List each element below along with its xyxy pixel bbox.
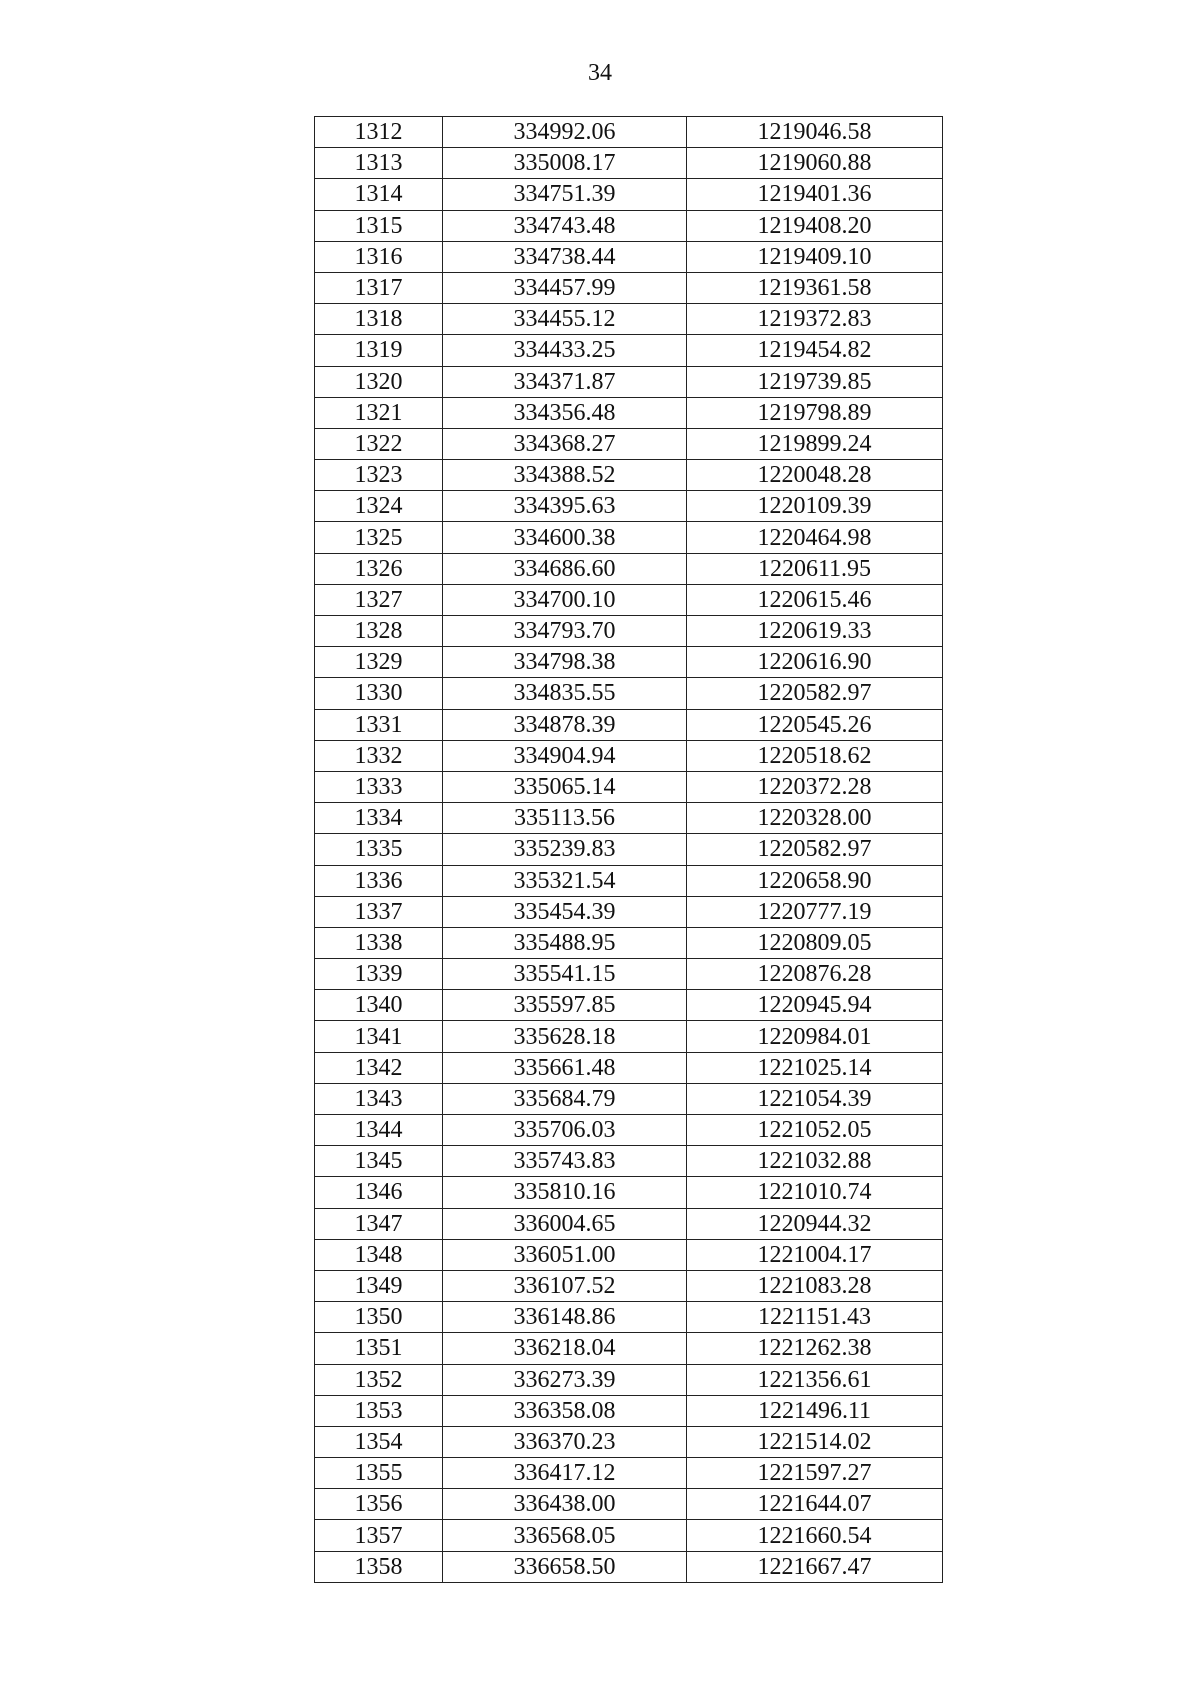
y-coordinate-cell: 1221356.61 — [687, 1364, 943, 1395]
y-coordinate-cell: 1221262.38 — [687, 1333, 943, 1364]
table-row — [315, 1177, 943, 1208]
coordinates-table-body — [315, 117, 943, 1583]
y-coordinate-cell: 1221597.27 — [687, 1458, 943, 1489]
table-row — [315, 397, 943, 428]
table-row — [315, 428, 943, 459]
table-row — [315, 1333, 943, 1364]
point-number-cell: 1342 — [315, 1052, 443, 1083]
x-coordinate-cell: 335488.95 — [443, 927, 687, 958]
table-row — [315, 1520, 943, 1551]
point-number-cell: 1319 — [315, 335, 443, 366]
y-coordinate-cell: 1219409.10 — [687, 241, 943, 272]
table-row — [315, 1052, 943, 1083]
point-number-cell: 1337 — [315, 896, 443, 927]
table-row — [315, 460, 943, 491]
point-number-cell: 1321 — [315, 397, 443, 428]
x-coordinate-cell: 334686.60 — [443, 553, 687, 584]
table-row — [315, 1426, 943, 1457]
table-row — [315, 740, 943, 771]
point-number-cell: 1320 — [315, 366, 443, 397]
x-coordinate-cell: 335684.79 — [443, 1083, 687, 1114]
point-number-cell: 1328 — [315, 616, 443, 647]
x-coordinate-cell: 334743.48 — [443, 210, 687, 241]
x-coordinate-cell: 334992.06 — [443, 117, 687, 148]
point-number-cell: 1334 — [315, 803, 443, 834]
table-row — [315, 990, 943, 1021]
x-coordinate-cell: 334751.39 — [443, 179, 687, 210]
x-coordinate-cell: 334878.39 — [443, 709, 687, 740]
table-row — [315, 522, 943, 553]
y-coordinate-cell: 1219454.82 — [687, 335, 943, 366]
x-coordinate-cell: 336568.05 — [443, 1520, 687, 1551]
point-number-cell: 1354 — [315, 1426, 443, 1457]
x-coordinate-cell: 335065.14 — [443, 771, 687, 802]
point-number-cell: 1332 — [315, 740, 443, 771]
table-row — [315, 959, 943, 990]
point-number-cell: 1327 — [315, 584, 443, 615]
y-coordinate-cell: 1221660.54 — [687, 1520, 943, 1551]
y-coordinate-cell: 1220518.62 — [687, 740, 943, 771]
point-number-cell: 1316 — [315, 241, 443, 272]
table-row — [315, 896, 943, 927]
x-coordinate-cell: 336148.86 — [443, 1302, 687, 1333]
x-coordinate-cell: 335321.54 — [443, 865, 687, 896]
y-coordinate-cell: 1220945.94 — [687, 990, 943, 1021]
point-number-cell: 1352 — [315, 1364, 443, 1395]
x-coordinate-cell: 336358.08 — [443, 1395, 687, 1426]
table-row — [315, 491, 943, 522]
x-coordinate-cell: 336004.65 — [443, 1208, 687, 1239]
point-number-cell: 1314 — [315, 179, 443, 210]
y-coordinate-cell: 1219899.24 — [687, 428, 943, 459]
x-coordinate-cell: 335628.18 — [443, 1021, 687, 1052]
x-coordinate-cell: 334395.63 — [443, 491, 687, 522]
table-row — [315, 771, 943, 802]
point-number-cell: 1330 — [315, 678, 443, 709]
y-coordinate-cell: 1220876.28 — [687, 959, 943, 990]
y-coordinate-cell: 1219798.89 — [687, 397, 943, 428]
x-coordinate-cell: 335239.83 — [443, 834, 687, 865]
x-coordinate-cell: 334457.99 — [443, 272, 687, 303]
point-number-cell: 1346 — [315, 1177, 443, 1208]
y-coordinate-cell: 1219401.36 — [687, 179, 943, 210]
y-coordinate-cell: 1220658.90 — [687, 865, 943, 896]
y-coordinate-cell: 1221052.05 — [687, 1115, 943, 1146]
point-number-cell: 1315 — [315, 210, 443, 241]
table-row — [315, 1021, 943, 1052]
table-row — [315, 834, 943, 865]
table-row — [315, 304, 943, 335]
y-coordinate-cell: 1220582.97 — [687, 678, 943, 709]
coordinates-table — [314, 116, 943, 1583]
y-coordinate-cell: 1220616.90 — [687, 647, 943, 678]
point-number-cell: 1336 — [315, 865, 443, 896]
point-number-cell: 1329 — [315, 647, 443, 678]
y-coordinate-cell: 1221004.17 — [687, 1239, 943, 1270]
y-coordinate-cell: 1219408.20 — [687, 210, 943, 241]
y-coordinate-cell: 1220328.00 — [687, 803, 943, 834]
x-coordinate-cell: 335743.83 — [443, 1146, 687, 1177]
x-coordinate-cell: 335706.03 — [443, 1115, 687, 1146]
y-coordinate-cell: 1220372.28 — [687, 771, 943, 802]
point-number-cell: 1343 — [315, 1083, 443, 1114]
point-number-cell: 1338 — [315, 927, 443, 958]
point-number-cell: 1347 — [315, 1208, 443, 1239]
table-row — [315, 1551, 943, 1582]
y-coordinate-cell: 1219060.88 — [687, 148, 943, 179]
x-coordinate-cell: 335597.85 — [443, 990, 687, 1021]
point-number-cell: 1324 — [315, 491, 443, 522]
y-coordinate-cell: 1221151.43 — [687, 1302, 943, 1333]
point-number-cell: 1345 — [315, 1146, 443, 1177]
x-coordinate-cell: 334798.38 — [443, 647, 687, 678]
x-coordinate-cell: 335454.39 — [443, 896, 687, 927]
y-coordinate-cell: 1221054.39 — [687, 1083, 943, 1114]
y-coordinate-cell: 1221010.74 — [687, 1177, 943, 1208]
table-row — [315, 1302, 943, 1333]
point-number-cell: 1353 — [315, 1395, 443, 1426]
table-row — [315, 803, 943, 834]
point-number-cell: 1322 — [315, 428, 443, 459]
y-coordinate-cell: 1220944.32 — [687, 1208, 943, 1239]
x-coordinate-cell: 334371.87 — [443, 366, 687, 397]
x-coordinate-cell: 336051.00 — [443, 1239, 687, 1270]
x-coordinate-cell: 336273.39 — [443, 1364, 687, 1395]
x-coordinate-cell: 334904.94 — [443, 740, 687, 771]
point-number-cell: 1351 — [315, 1333, 443, 1364]
table-row — [315, 1458, 943, 1489]
x-coordinate-cell: 334738.44 — [443, 241, 687, 272]
x-coordinate-cell: 336658.50 — [443, 1551, 687, 1582]
table-row — [315, 1239, 943, 1270]
point-number-cell: 1357 — [315, 1520, 443, 1551]
table-row — [315, 179, 943, 210]
x-coordinate-cell: 336417.12 — [443, 1458, 687, 1489]
point-number-cell: 1348 — [315, 1239, 443, 1270]
y-coordinate-cell: 1220545.26 — [687, 709, 943, 740]
y-coordinate-cell: 1221644.07 — [687, 1489, 943, 1520]
table-row — [315, 678, 943, 709]
x-coordinate-cell: 334388.52 — [443, 460, 687, 491]
x-coordinate-cell: 335008.17 — [443, 148, 687, 179]
point-number-cell: 1313 — [315, 148, 443, 179]
x-coordinate-cell: 334835.55 — [443, 678, 687, 709]
x-coordinate-cell: 334455.12 — [443, 304, 687, 335]
page-number: 34 — [588, 60, 612, 86]
x-coordinate-cell: 335541.15 — [443, 959, 687, 990]
table-row — [315, 927, 943, 958]
point-number-cell: 1333 — [315, 771, 443, 802]
x-coordinate-cell: 336218.04 — [443, 1333, 687, 1364]
table-row — [315, 148, 943, 179]
point-number-cell: 1339 — [315, 959, 443, 990]
x-coordinate-cell: 334600.38 — [443, 522, 687, 553]
point-number-cell: 1349 — [315, 1270, 443, 1301]
table-row — [315, 335, 943, 366]
point-number-cell: 1340 — [315, 990, 443, 1021]
point-number-cell: 1312 — [315, 117, 443, 148]
y-coordinate-cell: 1220777.19 — [687, 896, 943, 927]
point-number-cell: 1325 — [315, 522, 443, 553]
y-coordinate-cell: 1221083.28 — [687, 1270, 943, 1301]
y-coordinate-cell: 1221667.47 — [687, 1551, 943, 1582]
table-row — [315, 210, 943, 241]
table-row — [315, 117, 943, 148]
y-coordinate-cell: 1220582.97 — [687, 834, 943, 865]
y-coordinate-cell: 1220464.98 — [687, 522, 943, 553]
x-coordinate-cell: 334433.25 — [443, 335, 687, 366]
point-number-cell: 1355 — [315, 1458, 443, 1489]
point-number-cell: 1356 — [315, 1489, 443, 1520]
y-coordinate-cell: 1219046.58 — [687, 117, 943, 148]
y-coordinate-cell: 1221032.88 — [687, 1146, 943, 1177]
y-coordinate-cell: 1220109.39 — [687, 491, 943, 522]
x-coordinate-cell: 336438.00 — [443, 1489, 687, 1520]
point-number-cell: 1318 — [315, 304, 443, 335]
point-number-cell: 1317 — [315, 272, 443, 303]
x-coordinate-cell: 336107.52 — [443, 1270, 687, 1301]
x-coordinate-cell: 334368.27 — [443, 428, 687, 459]
x-coordinate-cell: 334793.70 — [443, 616, 687, 647]
x-coordinate-cell: 335810.16 — [443, 1177, 687, 1208]
table-row — [315, 865, 943, 896]
table-row — [315, 1395, 943, 1426]
table-row — [315, 1208, 943, 1239]
table-row — [315, 241, 943, 272]
y-coordinate-cell: 1219372.83 — [687, 304, 943, 335]
y-coordinate-cell: 1221496.11 — [687, 1395, 943, 1426]
y-coordinate-cell: 1219361.58 — [687, 272, 943, 303]
y-coordinate-cell: 1221514.02 — [687, 1426, 943, 1457]
table-row — [315, 272, 943, 303]
table-row — [315, 1115, 943, 1146]
x-coordinate-cell: 334356.48 — [443, 397, 687, 428]
y-coordinate-cell: 1220984.01 — [687, 1021, 943, 1052]
x-coordinate-cell: 334700.10 — [443, 584, 687, 615]
point-number-cell: 1331 — [315, 709, 443, 740]
y-coordinate-cell: 1220615.46 — [687, 584, 943, 615]
point-number-cell: 1335 — [315, 834, 443, 865]
table-row — [315, 553, 943, 584]
table-row — [315, 1083, 943, 1114]
point-number-cell: 1344 — [315, 1115, 443, 1146]
table-row — [315, 1270, 943, 1301]
y-coordinate-cell: 1219739.85 — [687, 366, 943, 397]
table-row — [315, 1489, 943, 1520]
y-coordinate-cell: 1220619.33 — [687, 616, 943, 647]
point-number-cell: 1341 — [315, 1021, 443, 1052]
point-number-cell: 1323 — [315, 460, 443, 491]
x-coordinate-cell: 335661.48 — [443, 1052, 687, 1083]
table-row — [315, 1146, 943, 1177]
point-number-cell: 1350 — [315, 1302, 443, 1333]
table-row — [315, 366, 943, 397]
point-number-cell: 1326 — [315, 553, 443, 584]
table-row — [315, 1364, 943, 1395]
table-row — [315, 584, 943, 615]
point-number-cell: 1358 — [315, 1551, 443, 1582]
x-coordinate-cell: 335113.56 — [443, 803, 687, 834]
y-coordinate-cell: 1220611.95 — [687, 553, 943, 584]
table-row — [315, 709, 943, 740]
y-coordinate-cell: 1221025.14 — [687, 1052, 943, 1083]
y-coordinate-cell: 1220809.05 — [687, 927, 943, 958]
table-row — [315, 647, 943, 678]
table-row — [315, 616, 943, 647]
y-coordinate-cell: 1220048.28 — [687, 460, 943, 491]
x-coordinate-cell: 336370.23 — [443, 1426, 687, 1457]
